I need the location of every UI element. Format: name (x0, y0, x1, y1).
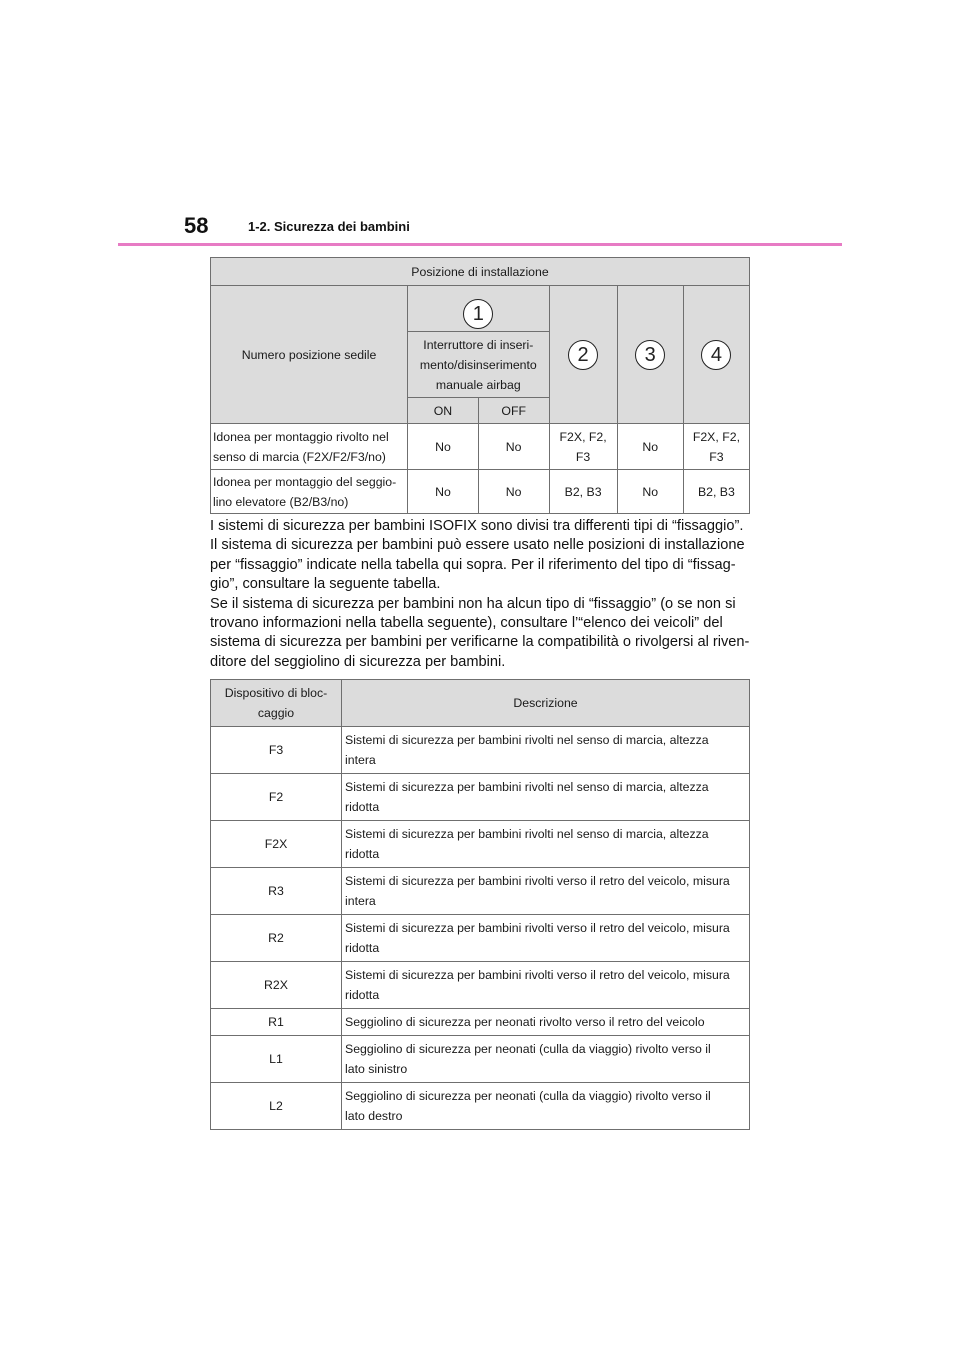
fixture-code: R3 (211, 868, 342, 915)
installation-position-table (210, 257, 750, 514)
cell-position-2 (549, 424, 617, 470)
table-title: Posizione di installazione (211, 258, 750, 286)
position-4-header (683, 286, 749, 424)
cell-position-4: B2, B3 (683, 470, 749, 514)
text-line: sistema di sicurezza per bambini per verificarne la compatibilità o rivolgersi al riven- (210, 634, 750, 651)
paragraph (210, 536, 755, 594)
cell-off: No (478, 424, 549, 470)
desc-line: Sistemi di sicurezza per bambini rivolti verso il retro del veicolo, misura (345, 968, 730, 982)
position-1-icon: 1 (463, 299, 493, 329)
position-3-header (617, 286, 683, 424)
row-label-forward-facing (211, 424, 408, 470)
cell-position-3: No (617, 470, 683, 514)
desc-line: Sistemi di sicurezza per bambini rivolti verso il retro del veicolo, misura (345, 921, 730, 935)
airbag-switch-line: Interruttore di inseri- (423, 337, 534, 352)
position-2-icon: 2 (568, 340, 598, 370)
cell-line: F2X, F2, (559, 429, 607, 444)
airbag-on-label: ON (408, 398, 479, 424)
cell-line: F3 (575, 449, 591, 464)
desc-line: Seggiolino di sicurezza per neonati rivolto verso il retro del veicolo (345, 1015, 705, 1029)
fixture-description (342, 1036, 750, 1083)
desc-line: Sistemi di sicurezza per bambini rivolti verso il retro del veicolo, misura (345, 874, 730, 888)
header-rule (118, 243, 842, 246)
position-4-icon: 4 (701, 340, 731, 370)
fixture-description (342, 1009, 750, 1036)
page-number: 58 (184, 213, 209, 238)
header-line: caggio (257, 706, 295, 720)
row-label-line: lino elevatore (B2/B3/no) (213, 494, 349, 509)
airbag-switch-line: manuale airbag (435, 377, 521, 392)
position-2-header (549, 286, 617, 424)
desc-line: Sistemi di sicurezza per bambini rivolti nel senso di marcia, altezza (345, 827, 709, 841)
row-label-line: Idonea per montaggio rivolto nel (213, 429, 389, 444)
cell-on: No (408, 424, 479, 470)
text-line: Il sistema di sicurezza per bambini può essere usato nelle posizioni di installazione (210, 537, 745, 554)
cell-position-3: No (617, 424, 683, 470)
fixture-description (342, 962, 750, 1009)
text-line: Se il sistema di sicurezza per bambini non ha alcun tipo di “fissaggio” (o se non si (210, 595, 736, 612)
fixture-description (342, 868, 750, 915)
fixture-description (342, 774, 750, 821)
cell-on: No (408, 470, 479, 514)
desc-line: intera (345, 753, 376, 767)
header-line: Dispositivo di bloc- (224, 686, 328, 700)
desc-line: Seggiolino di sicurezza per neonati (culla da viaggio) rivolto verso il (345, 1089, 711, 1103)
desc-line: lato destro (345, 1109, 403, 1123)
fixture-code: F3 (211, 727, 342, 774)
desc-line: ridotta (345, 800, 380, 814)
airbag-switch-label (408, 332, 549, 398)
fixture-description (342, 821, 750, 868)
text-line: trovano informazioni nella tabella seguente), consultare l’“elenco dei veicoli” del (210, 615, 723, 632)
desc-line: Sistemi di sicurezza per bambini rivolti nel senso di marcia, altezza (345, 733, 709, 747)
desc-line: ridotta (345, 941, 380, 955)
cell-line: F2X, F2, (692, 429, 740, 444)
row-label-booster-seat (211, 470, 408, 514)
section-title: 1-2. Sicurezza dei bambini (248, 219, 410, 234)
fixture-code: R1 (211, 1009, 342, 1036)
fixture-header (211, 680, 342, 727)
text-line: I sistemi di sicurezza per bambini ISOFIX sono divisi tra differenti tipi di “fissaggio”. (210, 518, 744, 534)
cell-line: F3 (709, 449, 724, 464)
fixture-description (342, 1083, 750, 1130)
cell-position-2: B2, B3 (549, 470, 617, 514)
desc-line: ridotta (345, 988, 380, 1002)
desc-line: lato sinistro (345, 1062, 408, 1076)
row-label-line: senso di marcia (F2X/F2/F3/no) (213, 449, 386, 464)
body-text (210, 517, 755, 672)
fixture-description (342, 915, 750, 962)
desc-line: intera (345, 894, 376, 908)
fixture-code: F2 (211, 774, 342, 821)
airbag-off-label: OFF (478, 398, 549, 424)
airbag-switch-line: mento/disinserimento (419, 357, 537, 372)
paragraph (210, 517, 755, 536)
desc-line: Seggiolino di sicurezza per neonati (culla da viaggio) rivolto verso il (345, 1042, 711, 1056)
text-line: gio”, consultare la seguente tabella. (210, 576, 441, 593)
position-3-icon: 3 (635, 340, 665, 370)
paragraph (210, 595, 755, 673)
description-header: Descrizione (342, 680, 750, 727)
row-label-line: Idonea per montaggio del seggio- (213, 474, 397, 489)
cell-position-4 (683, 424, 749, 470)
fixture-code: L1 (211, 1036, 342, 1083)
fixture-type-table (210, 679, 750, 1130)
fixture-code: F2X (211, 821, 342, 868)
fixture-code: R2 (211, 915, 342, 962)
text-line: per “fissaggio” indicate nella tabella qui sopra. Per il riferimento del tipo di “fissag- (210, 556, 736, 573)
fixture-description (342, 727, 750, 774)
fixture-code: L2 (211, 1083, 342, 1130)
fixture-code: R2X (211, 962, 342, 1009)
cell-off: No (478, 470, 549, 514)
desc-line: ridotta (345, 847, 380, 861)
position-1-header (408, 286, 549, 332)
seat-number-label: Numero posizione sedile (211, 286, 408, 424)
desc-line: Sistemi di sicurezza per bambini rivolti nel senso di marcia, altezza (345, 780, 709, 794)
text-line: ditore del seggiolino di sicurezza per bambini. (210, 653, 506, 670)
